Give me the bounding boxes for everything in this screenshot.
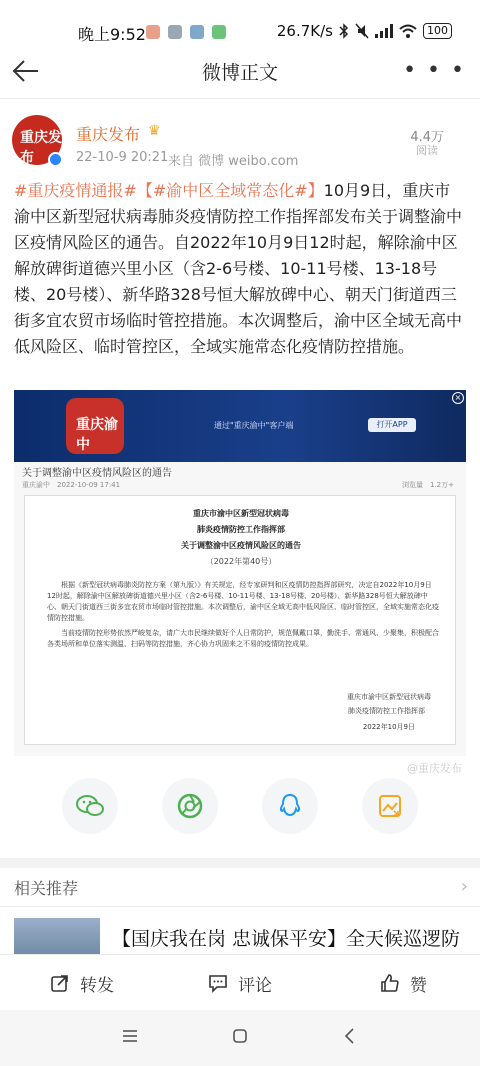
page-title: 微博正文 (201, 62, 278, 84)
repost-icon (50, 973, 70, 993)
related-thumbnail[interactable] (14, 918, 100, 958)
status-right (277, 22, 452, 40)
network-speed: 26.7K/s (276, 22, 333, 40)
doc-date: 2022年10月9日 (362, 723, 415, 731)
notice-reads: 浏览量 1.2万+ (402, 481, 454, 489)
views-label: 阅读 (416, 144, 438, 157)
moments-icon (176, 792, 204, 820)
doc-title: 重庆市渝中区新型冠状病毒 (193, 509, 289, 518)
wechat-icon (75, 793, 105, 819)
doc-title: 关于调整渝中区疫情风险区的通告 (181, 541, 301, 550)
close-icon: × (452, 392, 464, 404)
save-image-button[interactable] (362, 778, 418, 834)
repost-button[interactable] (50, 969, 114, 997)
watermark: @重庆发布 (407, 762, 462, 775)
share-moments-button[interactable] (162, 778, 218, 834)
post-text (14, 178, 466, 360)
bluetooth-icon (339, 23, 349, 39)
top-nav (0, 44, 480, 98)
doc-signature: 肺炎疫情防控工作指挥部 (348, 707, 425, 715)
notification-wechat-icon (212, 25, 226, 39)
back-icon[interactable] (342, 1028, 358, 1044)
share-qq-button[interactable] (262, 778, 318, 834)
status-time: 晚上9:52 (78, 25, 146, 44)
save-image-icon (377, 793, 403, 819)
wifi-icon (399, 24, 417, 38)
status-app-icons (146, 25, 226, 39)
doc-title: 肺炎疫情防控工作指挥部 (197, 525, 285, 534)
document (24, 495, 456, 745)
like-button[interactable] (380, 969, 427, 997)
thumbs-up-icon (380, 973, 400, 993)
comment-icon (208, 973, 228, 993)
comment-label: 评论 (238, 975, 272, 996)
doc-body (47, 580, 439, 650)
mute-icon (355, 23, 369, 39)
post-body: 10月9日，重庆市渝中区新型冠状病毒肺炎疫情防控工作指挥部发布关于调整渝中区疫情风险区的通告。自2022年10月9日12时起，解除渝中区解放碑街道德兴里小区（含2-6号楼、10-11号楼、13-18号楼、20号楼）、新华路328号恒大解放碑中心、朝天门街道西三街多宜农贸市场临时管控措施。本次调整后，渝中区全域无高中低风险区、临时管控区，全域实施常态化疫情防控措施。 (14, 181, 463, 356)
menu-icon[interactable] (122, 1028, 138, 1044)
verified-badge-icon (48, 152, 63, 167)
post-image[interactable] (14, 390, 466, 775)
doc-number: （2022年第40号） (205, 557, 277, 566)
repost-label: 转发 (80, 975, 114, 996)
notification-app-icon (146, 25, 160, 39)
vip-crown-icon: ♛ (148, 123, 161, 139)
author-name[interactable]: 重庆发布 (76, 125, 141, 144)
comment-button[interactable] (208, 969, 272, 997)
section-gap (0, 858, 480, 868)
share-row (0, 778, 480, 838)
hashtag-link[interactable]: 【#渝中区全域常态化#】 (136, 181, 324, 200)
doc-paragraph: 根据《新型冠状病毒肺炎防控方案（第九版）》有关规定，经专家研判和区疫情防控指挥部研究，决定自2022年10月9日12时起，解除渝中区解放碑街道德兴里小区（含2-6号楼、10-11号楼、13-18号楼、20号楼）、新华路328号恒大解放碑中心、朝天门街道西三街多宜农贸市场临时管控措施。本次调整后，渝中区全域无高中低风险区、临时管控区，全域实施常态化疫情防控措施。 (47, 581, 439, 622)
related-divider (0, 906, 480, 907)
action-bar (0, 954, 480, 1010)
post-time: 22-10-9 20:21 (76, 150, 169, 165)
battery-indicator: 100 (423, 23, 452, 39)
doc-signature: 重庆市渝中区新型冠状病毒 (347, 693, 431, 701)
system-nav-bar (0, 1010, 480, 1066)
hashtag-link[interactable]: #重庆疫情通报# (14, 181, 137, 200)
nav-divider (0, 98, 480, 99)
share-wechat-button[interactable] (62, 778, 118, 834)
banner-text: 通过"重庆渝中"客户端 (214, 421, 294, 430)
notification-app-icon (168, 25, 182, 39)
signal-icon (375, 24, 393, 38)
app-banner (14, 390, 466, 462)
related-item-title[interactable]: 【国庆我在岗 忠诚保平安】全天候巡逻防 (112, 928, 461, 950)
banner-logo (66, 398, 124, 454)
related-title: 相关推荐 (14, 879, 79, 898)
avatar-text: 重庆发布 (20, 130, 62, 166)
chevron-right-icon[interactable]: › (460, 876, 468, 897)
notice-header: 关于调整渝中区疫情风险区的通告 (22, 468, 172, 479)
post-source: 来自 微博 weibo.com (168, 154, 299, 169)
open-app-button: 打开APP (368, 418, 416, 432)
home-icon[interactable] (232, 1028, 248, 1044)
like-label: 赞 (410, 975, 427, 996)
qq-icon (277, 792, 303, 820)
more-options-icon[interactable]: • • • (403, 58, 466, 83)
notice-source: 重庆渝中 2022-10-09 17:41 (22, 481, 121, 489)
notification-app-icon (190, 25, 204, 39)
banner-logo-text: 重庆渝中 (76, 417, 118, 453)
views-count: 4.4万 (410, 130, 444, 145)
doc-paragraph: 当前疫情防控形势依然严峻复杂，请广大市民继续做好个人日常防护，规范佩戴口罩，勤洗手、常通风、少聚集，积极配合各类场所和单位落实测温、扫码等防控措施，齐心协力巩固来之不易的疫情防控成果。 (47, 629, 439, 648)
